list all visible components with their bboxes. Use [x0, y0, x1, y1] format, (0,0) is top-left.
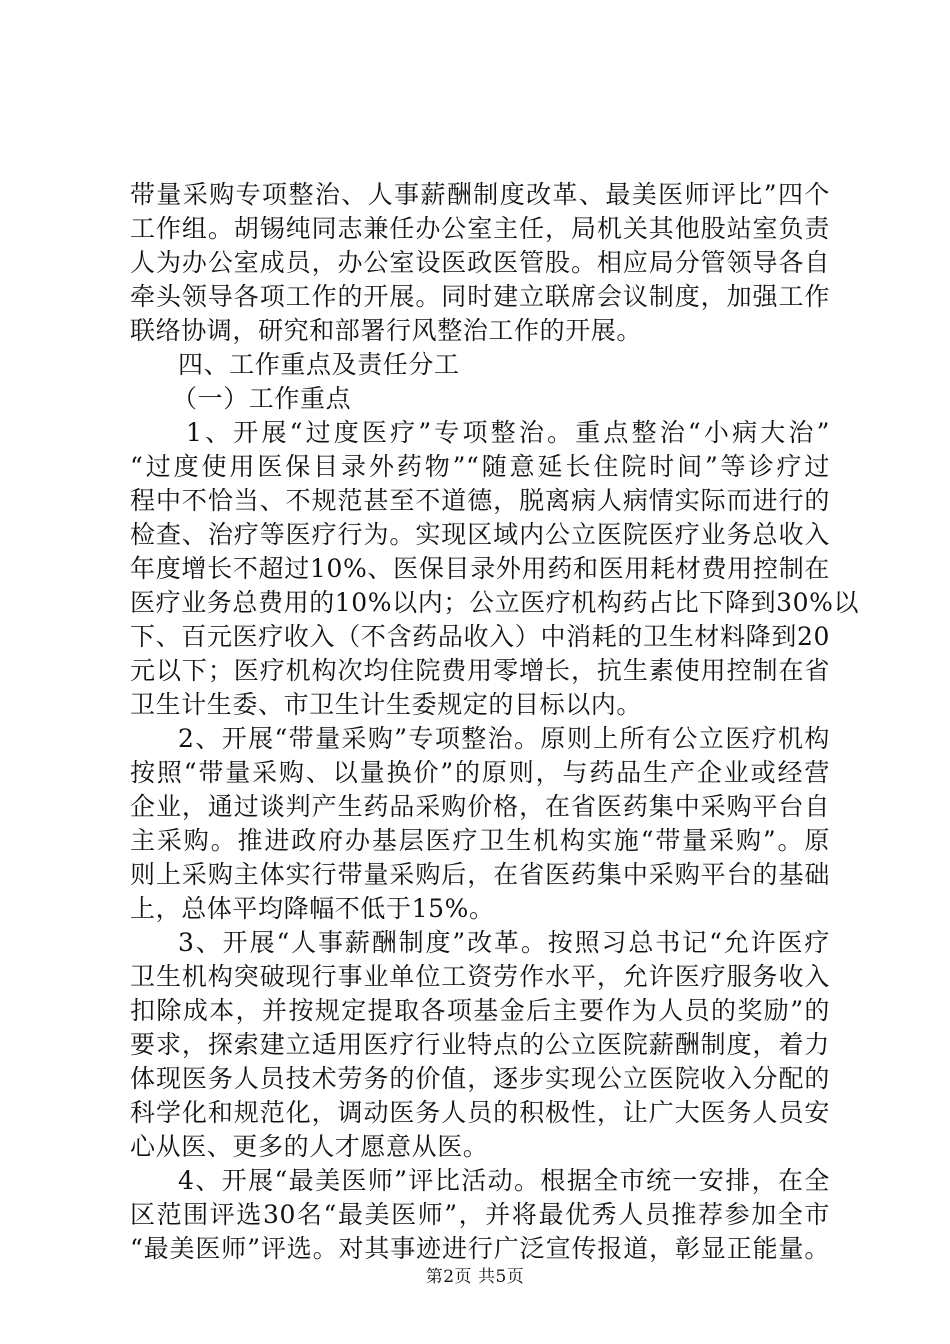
body-text-line: 科学化和规范化，调动医务人员的积极性，让广大医务人员安	[130, 1098, 830, 1127]
body-text-line: 心从医、更多的人才愿意从医。	[130, 1132, 489, 1161]
body-text-line: 企业，通过谈判产生药品采购价格，在省医药集中采购平台自	[130, 792, 830, 821]
body-text-line: 卫生计生委、市卫生计生委规定的目标以内。	[130, 690, 643, 719]
page-footer: 第2页 共5页	[425, 1267, 525, 1287]
body-text-line: 区范围评选30名“最美医师”，并将最优秀人员推荐参加全市	[130, 1200, 830, 1229]
subsection-heading: （一）工作重点	[172, 384, 352, 413]
body-text-line: 检查、治疗等医疗行为。实现区域内公立医院医疗业务总收入	[130, 520, 830, 549]
body-text-line: 按照“带量采购、以量换价”的原则，与药品生产企业或经营	[130, 758, 830, 787]
body-text-line: 带量采购专项整治、人事薪酬制度改革、最美医师评比”四个	[130, 180, 830, 209]
body-text-line: 年度增长不超过10%、医保目录外用药和医用耗材费用控制在	[130, 554, 830, 583]
body-text-line: 主采购。推进政府办基层医疗卫生机构实施“带量采购”。原	[130, 826, 830, 855]
body-text-line: 要求，探索建立适用医疗行业特点的公立医院薪酬制度，着力	[130, 1030, 830, 1059]
body-text-line: “过度使用医保目录外药物”“随意延长住院时间”等诊疗过	[130, 452, 830, 481]
body-text-line: 2、开展“带量采购”专项整治。原则上所有公立医疗机构	[178, 724, 830, 753]
body-text-line: 1、开展“过度医疗”专项整治。重点整治“小病大治”	[186, 418, 830, 447]
body-text-line: 下、百元医疗收入（不含药品收入）中消耗的卫生材料降到20	[130, 622, 830, 651]
body-text-line: 工作组。胡锡纯同志兼任办公室主任，局机关其他股站室负责	[130, 214, 830, 243]
body-text-line: 4、开展“最美医师”评比活动。根据全市统一安排，在全	[178, 1166, 830, 1195]
body-text-line: 医疗业务总费用的10%以内；公立医疗机构药占比下降到30%以	[130, 588, 860, 617]
body-text-line: 程中不恰当、不规范甚至不道德，脱离病人病情实际而进行的	[130, 486, 830, 515]
body-text-line: 则上采购主体实行带量采购后，在省医药集中采购平台的基础	[130, 860, 830, 889]
body-text-line: 卫生机构突破现行事业单位工资劳作水平，允许医疗服务收入	[130, 962, 830, 991]
body-text-line: 人为办公室成员，办公室设医政医管股。相应局分管领导各自	[130, 248, 830, 277]
body-text-line: 元以下；医疗机构次均住院费用零增长，抗生素使用控制在省	[130, 656, 830, 685]
body-text-line: 3、开展“人事薪酬制度”改革。按照习总书记“允许医疗	[178, 928, 830, 957]
body-text-line: 联络协调，研究和部署行风整治工作的开展。	[130, 316, 643, 345]
body-text-line: 扣除成本，并按规定提取各项基金后主要作为人员的奖励”的	[130, 996, 830, 1025]
body-text-line: 牵头领导各项工作的开展。同时建立联席会议制度，加强工作	[130, 282, 830, 311]
body-text-line: 体现医务人员技术劳务的价值，逐步实现公立医院收入分配的	[130, 1064, 830, 1093]
body-text-line: “最美医师”评选。对其事迹进行广泛宣传报道，彰显正能量。	[130, 1234, 830, 1263]
body-text-line: 上，总体平均降幅不低于15%。	[130, 894, 495, 923]
section-heading: 四、工作重点及责任分工	[178, 350, 460, 379]
